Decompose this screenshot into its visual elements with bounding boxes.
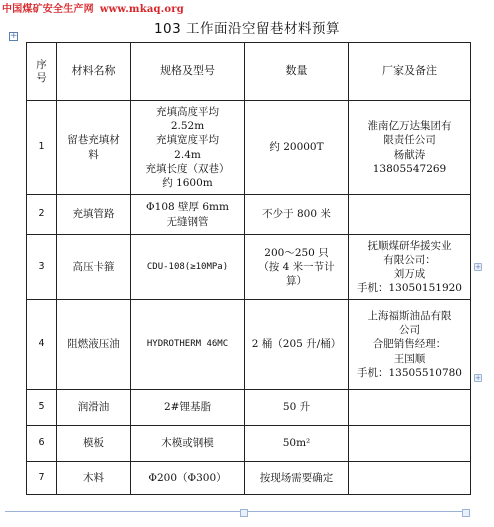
row-spec: 充填高度平均 2.52m 充填宽度平均 2.4m 充填长度（双巷） 约 1600m (131, 101, 245, 195)
row-vendor: 淮南亿万达集团有 限责任公司 杨献涛 13805547269 (349, 101, 471, 195)
row-vendor (349, 195, 471, 235)
row-spec: 木模或钢模 (131, 426, 245, 462)
row-qty: 2 桶（205 升/桶） (245, 300, 349, 390)
bottom-resize-handle-left-icon[interactable] (240, 509, 248, 517)
table-row (27, 300, 471, 390)
row-vendor (349, 390, 471, 426)
row-vendor (349, 426, 471, 462)
row-name: 高压卡箍 (57, 235, 131, 300)
table-row (27, 195, 471, 235)
watermark-site-name: 中国煤矿安全生产网 (2, 4, 94, 15)
row-seq: 6 (27, 426, 57, 462)
row-vendor: 上海福斯油品有限 公司 合肥销售经理： 王国顺 手机：13505510780 (349, 300, 471, 390)
row-vendor (349, 462, 471, 495)
row-name: 润滑油 (57, 390, 131, 426)
table-row (27, 390, 471, 426)
row-name: 模板 (57, 426, 131, 462)
table-row (27, 426, 471, 462)
header-seq: 序 号 (27, 43, 57, 101)
row-spec: HYDROTHERM 46MC (131, 300, 245, 390)
bottom-resize-handle-right-icon[interactable] (462, 509, 470, 517)
row-seq: 4 (27, 300, 57, 390)
row-qty: 50m² (245, 426, 349, 462)
row-spec: Φ108 壁厚 6mm 无缝钢管 (131, 195, 245, 235)
right-resize-handle-icon[interactable]: + (475, 263, 481, 271)
header-spec: 规格及型号 (131, 43, 245, 101)
row-seq: 2 (27, 195, 57, 235)
row-qty: 按现场需要确定 (245, 462, 349, 495)
row-vendor: 抚顺煤研华援实业 有限公司： 刘万成 手机：13050151920 (349, 235, 471, 300)
table-header-row (27, 43, 471, 101)
header-name: 材料名称 (57, 43, 131, 101)
table-bottom-guide (5, 511, 465, 514)
row-seq: 1 (27, 101, 57, 195)
header-vendor: 厂家及备注 (349, 43, 471, 101)
table-row (27, 101, 471, 195)
document-title: 103 工作面沿空留巷材料预算 (153, 21, 341, 37)
row-seq: 7 (27, 462, 57, 495)
watermark-url[interactable]: www.mkaq.org (99, 4, 184, 15)
row-qty: 不少于 800 米 (245, 195, 349, 235)
row-name: 留巷充填材 料 (57, 101, 131, 195)
row-name: 阻燃液压油 (57, 300, 131, 390)
row-qty: 200～250 只 （按 4 米一节计 算） (245, 235, 349, 300)
row-name: 木料 (57, 462, 131, 495)
table-row (27, 235, 471, 300)
site-watermark (2, 0, 184, 15)
budget-table (26, 42, 471, 495)
table-row (27, 462, 471, 495)
row-seq: 5 (27, 390, 57, 426)
right-resize-handle-lower-icon[interactable]: + (475, 374, 481, 382)
table-bottom-edge (0, 507, 494, 527)
row-spec: 2#锂基脂 (131, 390, 245, 426)
row-qty: 约 20000T (245, 101, 349, 195)
table-move-handle-icon[interactable]: + (10, 31, 18, 41)
row-name: 充填管路 (57, 195, 131, 235)
row-spec: Φ200（Φ300） (131, 462, 245, 495)
row-seq: 3 (27, 235, 57, 300)
row-spec: CDU-108(≥10MPa) (131, 235, 245, 300)
header-qty: 数量 (245, 43, 349, 101)
row-qty: 50 升 (245, 390, 349, 426)
